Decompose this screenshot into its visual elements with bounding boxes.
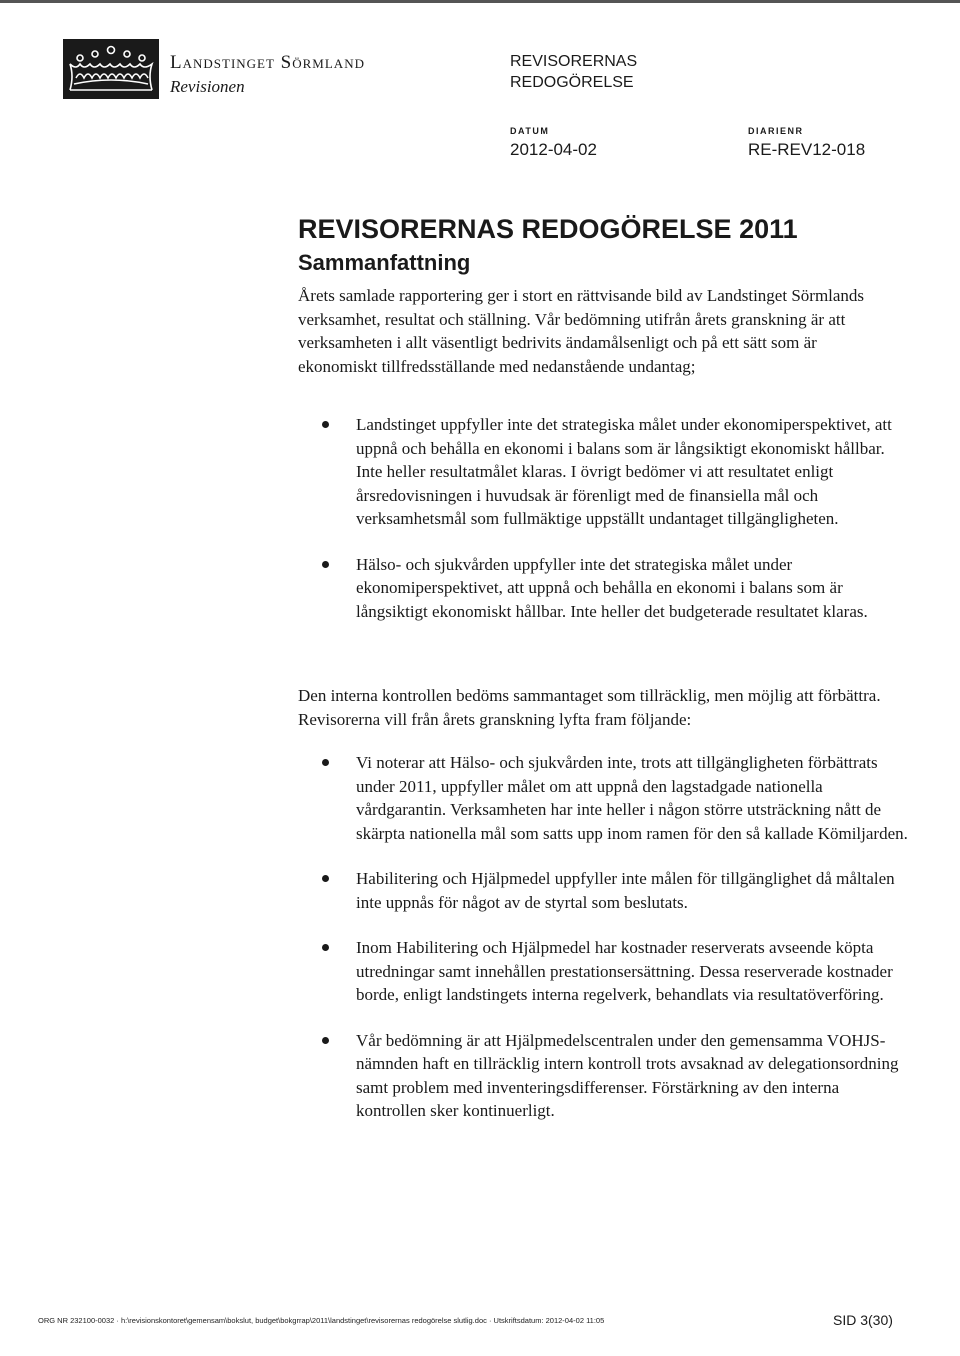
page-title: REVISORERNAS REDOGÖRELSE 2011 — [298, 214, 798, 244]
exceptions-list — [298, 413, 908, 623]
list-item: Inom Habilitering och Hjälpmedel har kostnader reserverats avseende köpta utredningar samt innehållen prestationsersättning. Dessa reserverade kostnader borde, enligt landstingets interna regelverk, behandlats via resultatöverföring. — [298, 936, 908, 1007]
findings-list — [298, 751, 908, 1123]
date-value: 2012-04-02 — [510, 140, 597, 159]
list-item: Hälso- och sjukvården uppfyller inte det strategiska målet under ekonomiperspektivet, att uppnå och behålla en ekonomi i balans som är långsiktigt ekonomiskt hållbar. Inte heller det budgeterade resultatet klaras. — [298, 553, 908, 624]
organization-unit: Revisionen — [170, 77, 245, 96]
internal-control-paragraph: Den interna kontrollen bedöms sammantaget som tillräcklig, men möjlig att förbättra. Revisorerna vill från årets granskning lyfta fram följande: — [298, 686, 881, 729]
reference-label: DIARIENR — [748, 126, 804, 136]
page-number: SID 3(30) — [833, 1312, 893, 1328]
top-border — [0, 0, 960, 3]
document-type — [510, 51, 637, 93]
document-type-line-2: REDOGÖRELSE — [510, 74, 634, 91]
crown-logo-icon — [62, 38, 160, 100]
list-item: Landstinget uppfyller inte det strategiska målet under ekonomiperspektivet, att uppnå och behålla en ekonomi i balans som är långsiktigt ekonomiskt hållbar. Inte heller resultatmålet klaras. I övrigt bedömer vi att resultatet enligt årsredovisningen i huvudsak är förenligt med de finansiella mål och verksamhetsmål som fullmäktige uppställt undantaget tillgängligheten. — [298, 413, 908, 531]
list-item: Vår bedömning är att Hjälpmedelscentralen under den gemensamma VOHJS-nämnden haft en tillräcklig intern kontroll trots avsaknad av delegationsordning samt problem med inventeringsdifferenser. Förstärkning av den interna kontrollen sker kontinuerligt. — [298, 1029, 908, 1123]
section-heading: Sammanfattning — [298, 250, 471, 275]
list-item: Vi noterar att Hälso- och sjukvården inte, trots att tillgängligheten förbättrats under 2011, uppfyller målet om att uppnå den lagstadgade nationella vårdgarantin. Verksamheten har inte heller i någon större utsträckning nått de skärpta nationella mål som satts upp inom ramen för den så kallade Kömiljarden. — [298, 751, 908, 845]
footer-file-info: ORG NR 232100-0032 · h:\revisionskontoret\gemensam\bokslut, budget\bokgrrap\2011\landstinget\revisorernas redogörelse slutlig.doc · Utskriftsdatum: 2012-04-02 11:05 — [38, 1316, 605, 1325]
list-item: Habilitering och Hjälpmedel uppfyller inte målen för tillgänglighet då måltalen inte uppnås för något av de styrtal som beslutats. — [298, 867, 908, 914]
document-type-line-1: REVISORERNAS — [510, 53, 638, 70]
intro-paragraph: Årets samlade rapportering ger i stort en rättvisande bild av Landstinget Sörmlands verksamhet, resultat och ställning. Vår bedömning utifrån årets granskning är att verksamheten i allt väsentligt bedrivits ändamålsenligt och på ett sätt som är ekonomiskt tillfredsställande med nedanstående undantag; — [298, 286, 865, 376]
date-label: DATUM — [510, 126, 550, 136]
reference-number: RE-REV12-018 — [748, 140, 866, 159]
organization-name: Landstinget Sörmland — [170, 52, 365, 73]
